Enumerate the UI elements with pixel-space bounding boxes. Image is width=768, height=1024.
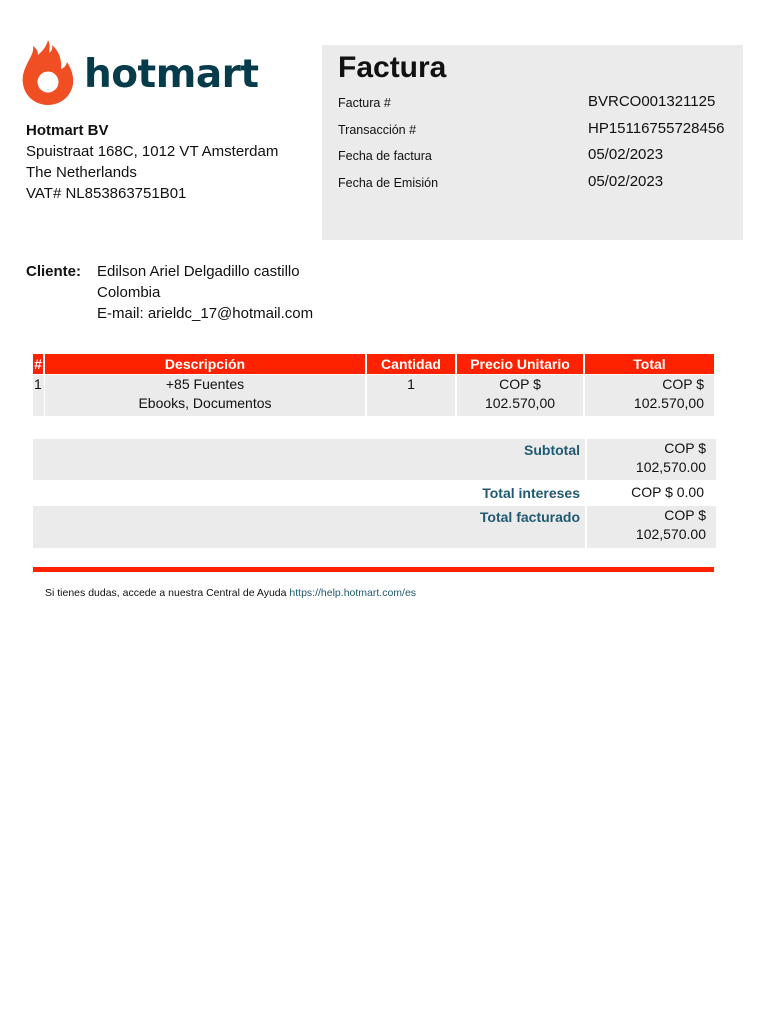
total-amount: 102.570,00	[633, 395, 704, 411]
table-row-quantity: 1	[367, 375, 455, 416]
header-description: Descripción	[45, 354, 365, 374]
client-email: E-mail: arieldc_17@hotmail.com	[97, 305, 314, 322]
billed-value	[585, 506, 716, 548]
description-line-2: Ebooks, Documentos	[138, 395, 272, 411]
header-unit-price: Precio Unitario	[457, 354, 583, 374]
invoice-number-value: BVRCO001321125	[588, 93, 716, 110]
brand-name: hotmart	[84, 51, 259, 97]
client-country: Colombia	[97, 284, 161, 301]
invoice-date-label: Fecha de factura	[338, 149, 432, 163]
invoice-number-label: Factura #	[338, 96, 391, 110]
hotmart-logo	[22, 38, 259, 106]
company-name: Hotmart BV	[26, 122, 109, 139]
interest-value	[585, 483, 714, 502]
subtotal-amount: 102,570.00	[635, 459, 706, 475]
invoice-date-row	[338, 146, 733, 166]
billed-label: Total facturado	[479, 509, 580, 525]
interest-row	[33, 482, 714, 504]
divider-line	[33, 567, 714, 572]
client-label: Cliente:	[26, 263, 82, 280]
table-row-total	[585, 375, 714, 416]
table-row-number: 1	[33, 375, 44, 416]
issue-date-row	[338, 173, 733, 193]
header-number: #	[34, 356, 42, 372]
subtotal-label: Subtotal	[524, 442, 580, 458]
billed-row	[33, 506, 714, 548]
company-info	[26, 120, 278, 204]
footer-text: Si tienes dudas, accede a nuestra Central de Ayuda	[45, 587, 287, 599]
invoice-number-row	[338, 93, 733, 113]
header-total: Total	[585, 354, 714, 374]
company-address: Spuistraat 168C, 1012 VT Amsterdam	[26, 143, 279, 160]
description-line-1: +85 Fuentes	[165, 376, 245, 392]
help-link[interactable]: https://help.hotmart.com/es	[289, 587, 417, 599]
billed-currency: COP $	[664, 507, 706, 523]
subtotal-value	[585, 439, 716, 480]
unit-price-amount: 102.570,00	[484, 395, 556, 411]
interest-label: Total intereses	[482, 485, 580, 501]
footer-help	[45, 587, 416, 599]
invoice-info-box	[322, 45, 743, 240]
transaction-value: HP15116755728456	[588, 120, 725, 137]
unit-price-currency: COP $	[499, 376, 541, 392]
billed-amount: 102,570.00	[635, 526, 706, 542]
total-currency: COP $	[662, 376, 704, 392]
header-quantity: Cantidad	[367, 354, 455, 374]
subtotal-row	[33, 439, 714, 480]
invoice-title: Factura	[338, 51, 447, 84]
company-country: The Netherlands	[26, 164, 137, 181]
table-row-description	[45, 375, 365, 416]
transaction-row	[338, 120, 733, 140]
flame-icon	[22, 38, 74, 106]
transaction-label: Transacción #	[338, 123, 417, 137]
issue-date-value: 05/02/2023	[588, 173, 664, 190]
table-row-unit-price	[457, 375, 583, 416]
invoice-date-value: 05/02/2023	[588, 146, 664, 163]
company-vat: VAT# NL853863751B01	[26, 185, 187, 202]
client-name: Edilson Ariel Delgadillo castillo	[97, 263, 300, 280]
subtotal-currency: COP $	[664, 440, 706, 456]
issue-date-label: Fecha de Emisión	[338, 176, 439, 190]
interest-amount: COP $ 0.00	[631, 484, 704, 500]
